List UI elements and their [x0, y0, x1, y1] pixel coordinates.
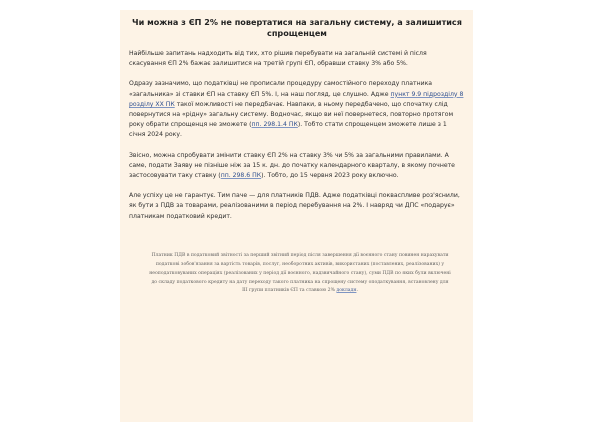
paragraph-2-text-a: Одразу зазначимо, що податківці не прописали процедуру самостійного переходу платника «загальника» зі ставки ЄП на ставку ЄП 5%. І, на наш погляд, це слушно. Адже [129, 80, 433, 98]
paragraph-2-text-b: такої можливості не передбачає. Навпаки, в ньому передбачено, що спочатку слід повернутися на «рідну» загальну систему. Водночас, якщо ви неї повернетеся, повторно протягом року обрати спрощенця не зможете ( [129, 100, 454, 129]
article-card [120, 10, 473, 422]
link-pk-298-1-4[interactable]: пп. 298.1.4 ПК [251, 121, 298, 129]
footnote-text: Платник ПДВ в податковий звітності за перший звітний період після завершення дії воєнного стану повинен нарахувати податкові зобов'язання за вартість товарів, послуг, необоротних активів, використаних (поставлених, реалізованих) у неоподатковуваних операціях (реалізованих у період дії воєнного, надзвичайного стану), суми ПДВ по яких були включені до складу податкового кредиту на дату переходу такого платника на спрощену систему оподаткування, встановлену для ІІІ групи платників ЄП та ставкою 2% [149, 252, 451, 294]
paragraph-1 [129, 49, 465, 69]
footnote-end: . [356, 288, 358, 294]
paragraph-3-text-b: ). Тобто, до 15 червня 2023 року включно. [261, 172, 399, 180]
paragraph-1-text: Найбільше запитань надходить від тих, хто рішив перебувати на загальній системі й після скасування ЄП 2% бажає залишитися на третій групі ЄП, обравши ставку 3% або 5%. [129, 50, 427, 68]
article-title: Чи можна з ЄП 2% не повертатися на загальну систему, а залишитися спрощенцем [132, 17, 462, 38]
footnote-more-link[interactable]: докладн [336, 288, 357, 294]
paragraph-3 [129, 151, 465, 182]
paragraph-3-text-a: Звісно, можна спробувати змінити ставку ЄП 2% на ставку 3% чи 5% за загальними правилами. А саме, подати Заяву не пізніше ніж за 15 к. дн. до початку календарного кварталу, в якому почнете застосовувати таку ставку ( [129, 151, 455, 180]
paragraph-2-text-c: ). Тобто стати спрощенцем зможете лише з 1 січня 2024 року. [129, 121, 447, 139]
paragraph-4 [129, 191, 465, 222]
footnote [149, 252, 451, 297]
paragraph-4-text: Але успіху це не гарантує. Тим паче — для платників ПДВ. Адже податківці покваспливе роз'яснили, як бути з ПДВ за товарами, реалізованими в період перебування на 2%. І навряд чи ДПС «подарує» платникам податковий кредит. [129, 192, 460, 220]
paragraph-2 [129, 79, 465, 140]
link-pk-item-9-9[interactable]: пункт 9.9 підрозділу 8 розділу ХХ ПК [129, 90, 464, 108]
link-pk-298-6[interactable]: пп. 298.6 ПК [220, 172, 262, 180]
